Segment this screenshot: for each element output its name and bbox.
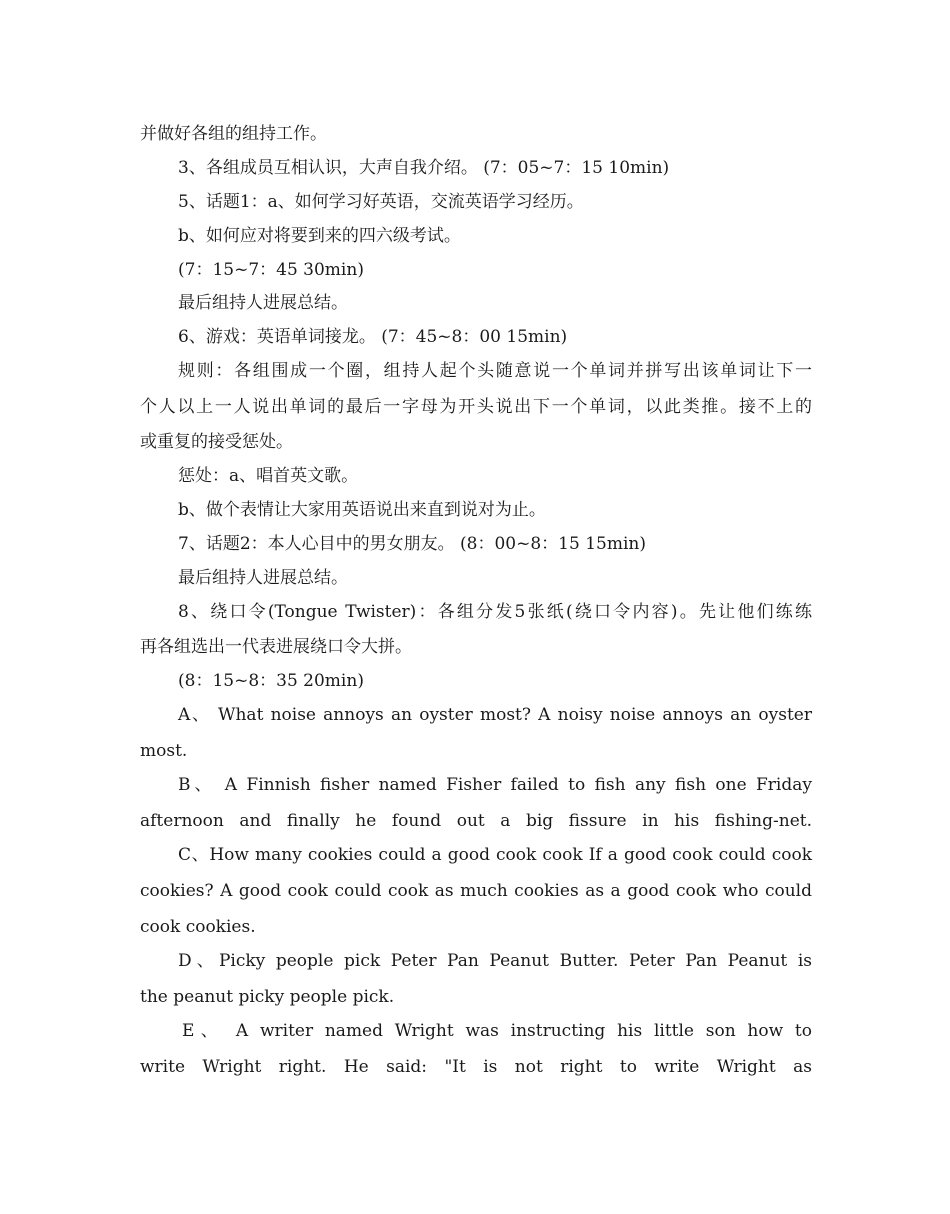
text-line: 8、绕口令(Tongue Twister)：各组分发5张纸(绕口令内容)。先让他们练练	[178, 602, 812, 622]
text-line: C、How many cookies could a good cook cook If a good cook could cook	[178, 845, 812, 865]
text-line: cookies? A good cook could cook as much cookies as a good cook who could	[140, 881, 812, 901]
text-line: the peanut picky people pick.	[140, 987, 395, 1007]
text-line: 最后组持人进展总结。	[178, 293, 348, 313]
text-line: 或重复的接受惩处。	[140, 432, 293, 452]
text-line: (7：15~7：45 30min)	[178, 260, 364, 280]
text-line: write Wright right. He said: "It is not right to write Wright as	[140, 1057, 812, 1077]
text-line: cook cookies.	[140, 917, 256, 937]
text-line: E、 A writer named Wright was instructing his little son how to	[182, 1021, 812, 1041]
text-line: 6、游戏：英语单词接龙。 (7：45~8：00 15min)	[178, 327, 568, 347]
text-line: A、 What noise annoys an oyster most? A noisy noise annoys an oyster	[178, 705, 812, 725]
text-line: 3、各组成员互相认识，大声自我介绍。 (7：05~7：15 10min)	[178, 158, 670, 178]
text-line: 再各组选出一代表进展绕口令大拼。	[140, 637, 412, 657]
text-line: 惩处：a、唱首英文歌。	[178, 466, 359, 486]
text-line: b、做个表情让大家用英语说出来直到说对为止。	[178, 500, 546, 520]
text-line: 个人以上一人说出单词的最后一字母为开头说出下一个单词，以此类推。接不上的	[140, 397, 812, 417]
text-line: most.	[140, 741, 188, 761]
text-line: B、 A Finnish fisher named Fisher failed to fish any fish one Friday	[178, 775, 812, 795]
text-line: 并做好各组的组持工作。	[140, 124, 327, 144]
text-line: 规则：各组围成一个圈，组持人起个头随意说一个单词并拼写出该单词让下一	[178, 361, 812, 381]
text-line: 7、话题2：本人心目中的男女朋友。 (8：00~8：15 15min)	[178, 534, 646, 554]
text-line: (8：15~8：35 20min)	[178, 671, 364, 691]
text-line: b、如何应对将要到来的四六级考试。	[178, 226, 461, 246]
text-line: D、Picky people pick Peter Pan Peanut Butter. Peter Pan Peanut is	[178, 951, 812, 971]
text-line: 5、话题1：a、如何学习好英语，交流英语学习经历。	[178, 192, 584, 212]
text-line: 最后组持人进展总结。	[178, 568, 348, 588]
text-line: afternoon and finally he found out a big fissure in his fishing-net.	[140, 811, 812, 831]
